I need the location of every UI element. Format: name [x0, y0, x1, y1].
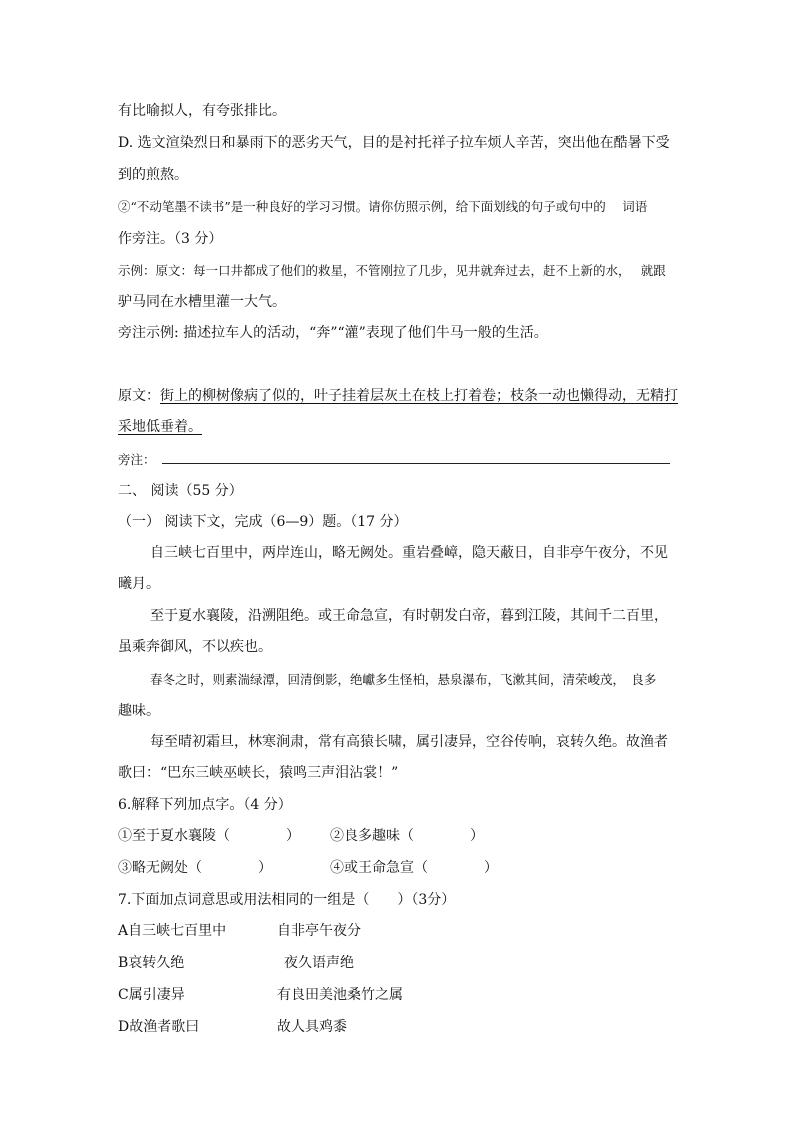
question-6-item-3[interactable]: ③略无阙处（ ） [118, 860, 272, 876]
annotation-answer-blank[interactable] [162, 463, 670, 464]
question-6-heading: 6.解释下列加点字。（4 分） [118, 797, 292, 813]
annotation-label: 旁注： [118, 452, 156, 467]
example-line: 示例：原文：每一口井都成了他们的救星，不管刚拉了几步，见井就奔过去，赶不上新的水， 就跟 [118, 263, 666, 278]
option-d-continued: 到的煎熬。 [118, 167, 188, 183]
question-7-option-d-left[interactable]: D故渔者歌曰 [118, 1019, 200, 1035]
question-7-option-a-right: 自非亭午夜分 [277, 923, 361, 939]
question-7-option-d-right: 故人具鸡黍 [277, 1019, 347, 1035]
annotation-example: 旁注示例: 描述拉车人的活动，“奔”“灌”表现了他们牛马一般的生活。 [118, 325, 548, 341]
question-7-option-c-left[interactable]: C属引凄异 [118, 987, 185, 1003]
passage-paragraph-3: 春冬之时，则素湍绿潭，回清倒影，绝巘多生怪柏，悬泉瀑布，飞漱其间，清荣峻茂， 良多 [150, 672, 657, 687]
question-7-option-b-left[interactable]: B哀转久绝 [118, 955, 185, 971]
passage-paragraph-4-end: 歌曰：“巴东三峡巫峡长，猿鸣三声泪沾裳！” [118, 765, 399, 781]
question-2-prompt: ②“不动笔墨不读书”是一种良好的学习习惯。请你仿照示例，给下面划线的句子或句中的 词语 [118, 199, 648, 214]
question-6-item-2[interactable]: ②良多趣味（ ） [330, 828, 484, 844]
question-6-item-1[interactable]: ①至于夏水襄陵（ ） [118, 828, 300, 844]
question-7-heading: 7.下面加点词意思或用法相同的一组是（ ）（3分） [118, 892, 456, 908]
original-text-line [118, 386, 678, 406]
example-continued: 驴马同在水槽里灌一大气。 [118, 294, 286, 310]
passage-paragraph-3-end: 趣味。 [118, 703, 160, 719]
underlined-sentence: 街上的柳树像病了似的，叶子挂着层灰土在枝上打着卷；枝条一动也懒得动，无精打 [160, 388, 678, 404]
option-d-line: D. 选文渲染烈日和暴雨下的恶劣天气，目的是衬托祥子拉车烦人辛苦，突出他在酷暑下受 [118, 135, 670, 151]
underlined-sentence-continued: 采地低垂着。 [118, 419, 202, 435]
question-7-option-a-left[interactable]: A自三峡七百里中 [118, 923, 227, 939]
passage-paragraph-4: 每至晴初霜旦，林寒涧肃，常有高猿长啸，属引凄异，空谷传响，哀转久绝。故渔者 [150, 734, 668, 750]
question-7-option-c-right: 有良田美池桑竹之属 [277, 987, 403, 1003]
question-7-option-b-right: 夜久语声绝 [284, 955, 354, 971]
passage-paragraph-2-end: 虽乘奔御风，不以疾也。 [118, 639, 272, 655]
text-line-1: 有比喻拟人，有夸张排比。 [118, 103, 286, 119]
passage-paragraph-1: 自三峡七百里中，两岸连山，略无阙处。重岩叠嶂，隐天蔽日，自非亭午夜分，不见 [150, 545, 668, 561]
passage-paragraph-2: 至于夏水襄陵，沿溯阻绝。或王命急宣，有时朝发白帝，暮到江陵，其间千二百里， [150, 608, 668, 624]
question-2-score: 作旁注。（3 分） [118, 231, 223, 247]
subsection-1-heading: （一） 阅读下文，完成（6—9）题。（17 分） [118, 514, 408, 530]
question-6-item-4[interactable]: ④或王命急宣（ ） [330, 860, 498, 876]
original-label: 原文： [118, 388, 160, 404]
section-2-heading: 二、 阅读（55 分） [118, 483, 243, 499]
passage-paragraph-1-end: 曦月。 [118, 576, 160, 592]
